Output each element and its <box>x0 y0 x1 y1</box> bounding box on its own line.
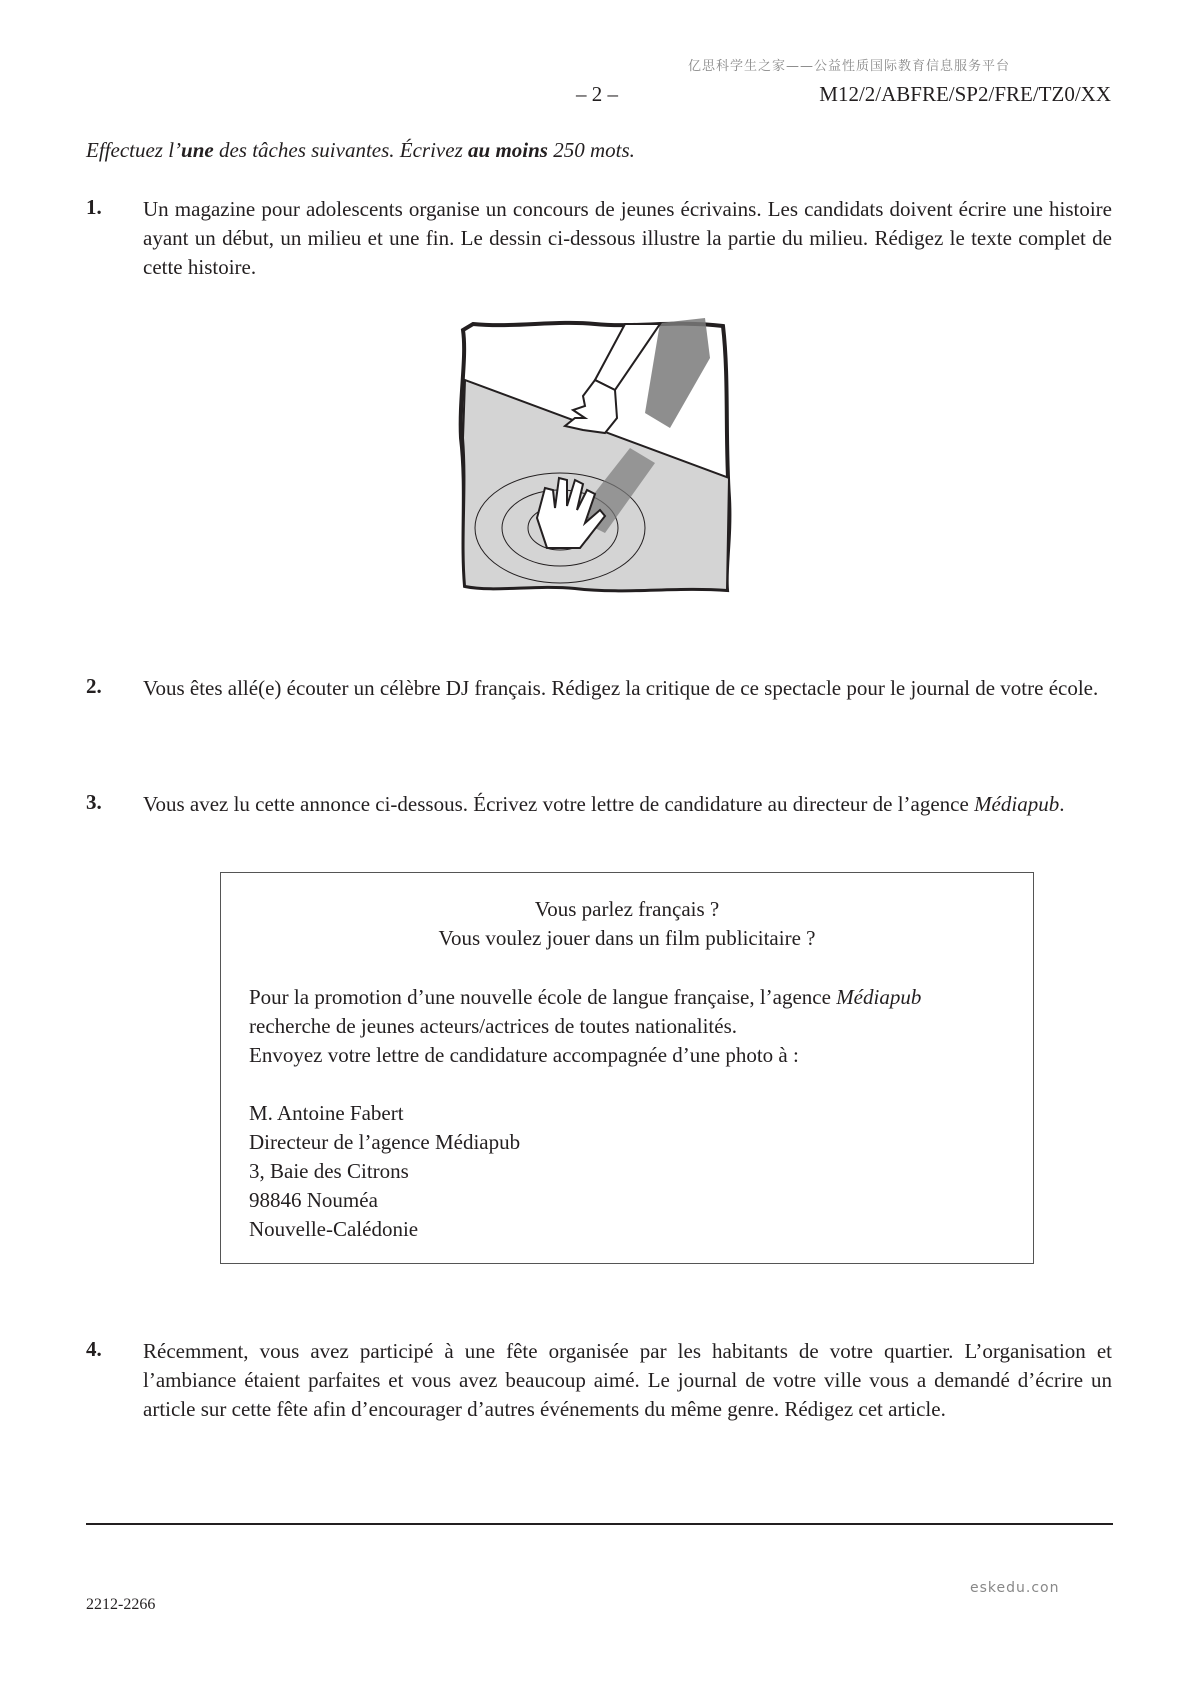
advert-body-line2: recherche de jeunes acteurs/actrices de toutes nationalités. <box>249 1014 738 1038</box>
instructions-part3: 250 mots. <box>547 138 635 162</box>
question-3-number: 3. <box>86 790 102 814</box>
advert-body <box>249 983 1019 1070</box>
footer-code: 2212-2266 <box>86 1596 156 1613</box>
advert-body-line1 <box>249 983 1019 1012</box>
advert-box <box>220 872 1034 1264</box>
footer-divider <box>86 1523 1113 1525</box>
instructions-bold1: une <box>181 138 214 162</box>
advert-body-line1-text: Pour la promotion d’une nouvelle école de langue française, l’agence <box>249 985 837 1009</box>
question-2-text: Vous êtes allé(e) écouter un célèbre DJ français. Rédigez la critique de ce spectacle pour le journal de votre école. <box>143 676 1099 700</box>
question-1-number: 1. <box>86 195 102 219</box>
address-line: Directeur de l’agence Médiapub <box>249 1130 521 1154</box>
question-1-text: Un magazine pour adolescents organise un concours de jeunes écrivains. Les candidats doivent écrire une histoire ayant un début, un milieu et une fin. Le dessin ci-dessous illustre la partie du milieu. Rédigez le texte complet de cette histoire. <box>143 197 1112 279</box>
address-line: M. Antoine Fabert <box>249 1101 404 1125</box>
address-line: 3, Baie des Citrons <box>249 1159 409 1183</box>
instructions-part1: Effectuez l’ <box>86 138 182 162</box>
question-3-text-after: . <box>1059 792 1065 816</box>
page-number: – 2 – <box>576 82 618 106</box>
advert-title-line1: Vous parlez français ? <box>534 897 720 921</box>
hands-illustration <box>455 318 735 596</box>
address-line: 98846 Nouméa <box>249 1188 378 1212</box>
instructions-bold2: au moins <box>468 138 548 162</box>
footer-site: eskedu.con <box>970 1580 1060 1596</box>
question-3-agency-name: Médiapub <box>974 792 1060 816</box>
address-line: Nouvelle-Calédonie <box>249 1217 419 1241</box>
question-4-number: 4. <box>86 1337 102 1361</box>
instructions <box>86 138 635 163</box>
watermark: 亿思科学生之家——公益性质国际教育信息服务平台 <box>688 59 1011 74</box>
exam-code: M12/2/ABFRE/SP2/FRE/TZ0/XX <box>819 82 1111 106</box>
advert-title-line2: Vous voulez jouer dans un film publicitaire ? <box>438 926 816 950</box>
question-3-text <box>143 790 1112 819</box>
advert-title <box>221 895 1033 953</box>
advert-agency-name: Médiapub <box>836 985 922 1009</box>
advert-address <box>249 1099 520 1244</box>
advert-body-line3: Envoyez votre lettre de candidature accompagnée d’une photo à : <box>249 1043 799 1067</box>
question-3-text-before: Vous avez lu cette annonce ci-dessous. Écrivez votre lettre de candidature au directeur de l’agence <box>143 792 975 816</box>
instructions-part2: des tâches suivantes. Écrivez <box>213 138 469 162</box>
question-4-text: Récemment, vous avez participé à une fête organisée par les habitants de votre quartier. L’organisation et l’ambiance étaient parfaites et vous avez beaucoup aimé. Le journal de votre ville vous a demandé d’écrire un article sur cette fête afin d’encourager d’autres événements du même genre. Rédigez cet article. <box>143 1339 1112 1421</box>
question-2-number: 2. <box>86 674 102 698</box>
